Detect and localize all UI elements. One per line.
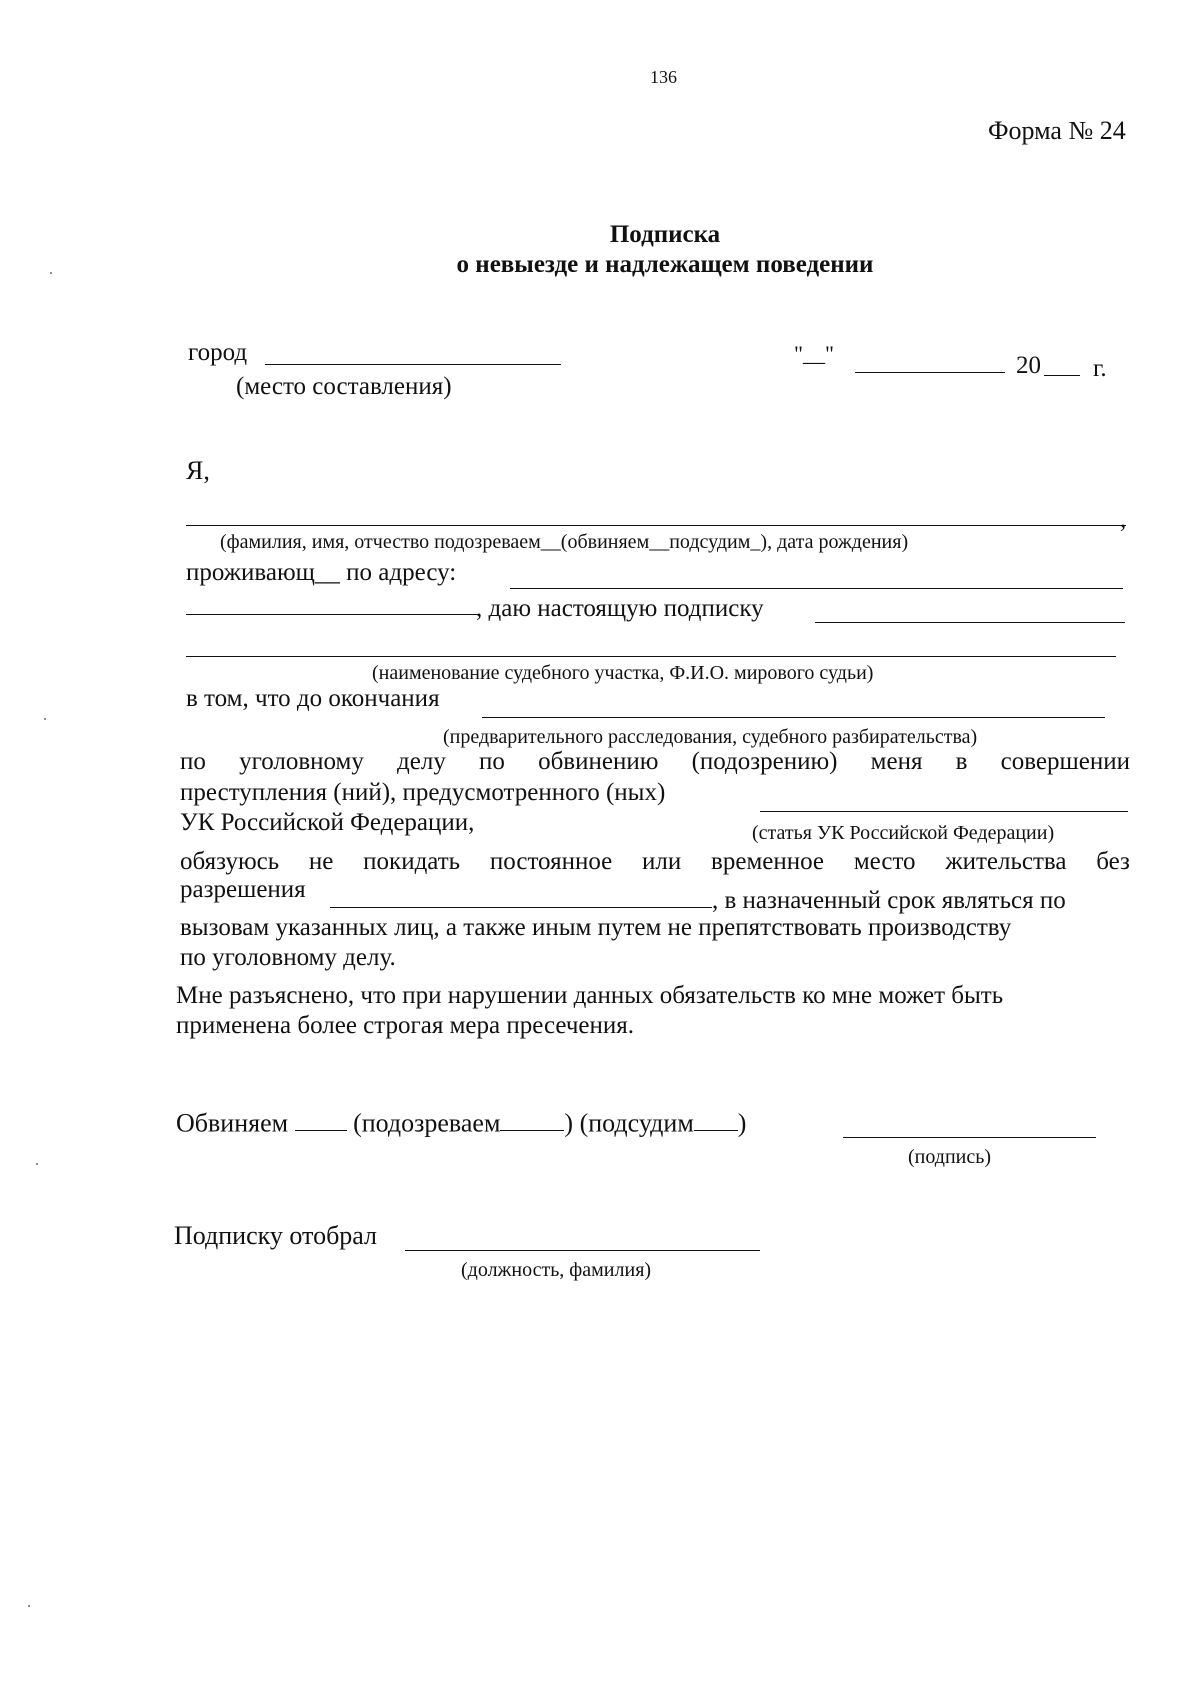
oblig-line-3: вызовам указанных лиц, а также иным путем не препятствовать производству: [180, 914, 1012, 941]
stage-line: [482, 717, 1105, 718]
date-year-line: [1044, 375, 1080, 376]
accused-blank: [295, 1103, 347, 1131]
case-word: уголовному: [239, 748, 364, 775]
oblig-word: не: [308, 848, 334, 875]
scan-speck: [44, 718, 46, 720]
oblig-line-4: по уголовному делу.: [180, 944, 396, 971]
scan-speck: [28, 1605, 30, 1607]
permission-tail: , в назначенный срок являться по: [712, 887, 1066, 914]
warning-line-1: Мне разъяснено, что при нарушении данных обязательств ко мне может быть: [176, 982, 1004, 1009]
city-field-line: [265, 364, 561, 365]
case-word: делу: [397, 748, 446, 775]
until-text: в том, что до окончания: [186, 685, 440, 712]
suspect-blank: [500, 1103, 564, 1131]
address-line-2: [186, 614, 478, 615]
city-caption: (место составления): [236, 373, 452, 400]
give-text: , даю настоящую подписку: [476, 595, 764, 622]
oblig-word: постоянное: [489, 848, 613, 875]
date-day: "__": [794, 341, 834, 366]
document-subtitle: о невыезде и надлежащем поведении: [456, 251, 874, 278]
case-word: по: [180, 748, 206, 775]
article-caption: (статья УК Российской Федерации): [752, 822, 1055, 844]
oblig-word: временное: [711, 848, 825, 875]
article-line: [760, 811, 1128, 812]
case-word: в: [955, 748, 968, 775]
accused-line: [176, 1103, 746, 1136]
accused-close: ): [737, 1108, 747, 1138]
signature-line: [843, 1137, 1096, 1138]
case-word: меня: [870, 748, 923, 775]
date-year: 20: [1016, 352, 1041, 379]
i-label: Я,: [186, 456, 210, 485]
case-word: обвинению: [538, 748, 659, 775]
uk-text: УК Российской Федерации,: [180, 809, 475, 836]
warning-line-2: применена более строгая мера пресечения.: [176, 1012, 635, 1039]
case-line-1: [180, 749, 1130, 774]
page-number: 136: [650, 67, 677, 87]
oblig-word: или: [642, 848, 682, 875]
address-line: [510, 588, 1123, 589]
city-label: город: [188, 339, 248, 366]
defendant-label: ) (подсудим: [564, 1108, 694, 1138]
permission-line: [330, 907, 712, 908]
stage-caption: (предварительного расследования, судебного разбирательства): [443, 726, 978, 748]
form-number: Форма № 24: [988, 116, 1126, 145]
defendant-blank: [694, 1103, 738, 1131]
court-line-2: [186, 656, 1116, 657]
document-title: Подписка: [609, 221, 721, 248]
case-word: по: [479, 748, 505, 775]
court-caption: (наименование судебного участка, Ф.И.О. мирового судьи): [372, 662, 874, 684]
fio-comma: ,: [1120, 506, 1127, 533]
oblig-word: место: [853, 848, 916, 875]
case-word: совершении: [1000, 748, 1130, 775]
oblig-line-1: [180, 849, 1130, 874]
scan-speck: [36, 1163, 38, 1165]
taken-line: [405, 1250, 760, 1251]
oblig-word: жительства: [945, 848, 1067, 875]
case-word: (подозрению): [691, 748, 838, 775]
address-label: проживающ__ по адресу:: [186, 559, 457, 586]
accused-label: Обвиняем: [176, 1108, 289, 1138]
oblig-word: покидать: [363, 848, 461, 875]
permission-label: разрешения: [180, 876, 306, 903]
signature-caption: (подпись): [908, 1146, 992, 1168]
date-month-line: [855, 372, 1005, 373]
oblig-word: обязуюсь: [180, 848, 280, 875]
fio-line: [186, 525, 1126, 526]
suspect-label: (подозреваем: [353, 1108, 501, 1138]
oblig-word: без: [1096, 848, 1130, 875]
taken-label: Подписку отобрал: [174, 1221, 378, 1250]
fio-caption: (фамилия, имя, отчество подозреваем__(обвиняем__подсудим_), дата рождения): [220, 531, 909, 553]
court-line: [815, 622, 1125, 623]
taken-caption: (должность, фамилия): [461, 1259, 652, 1281]
case-line-2: преступления (ний), предусмотренного (ных): [180, 779, 666, 806]
date-suffix: г.: [1093, 355, 1107, 382]
